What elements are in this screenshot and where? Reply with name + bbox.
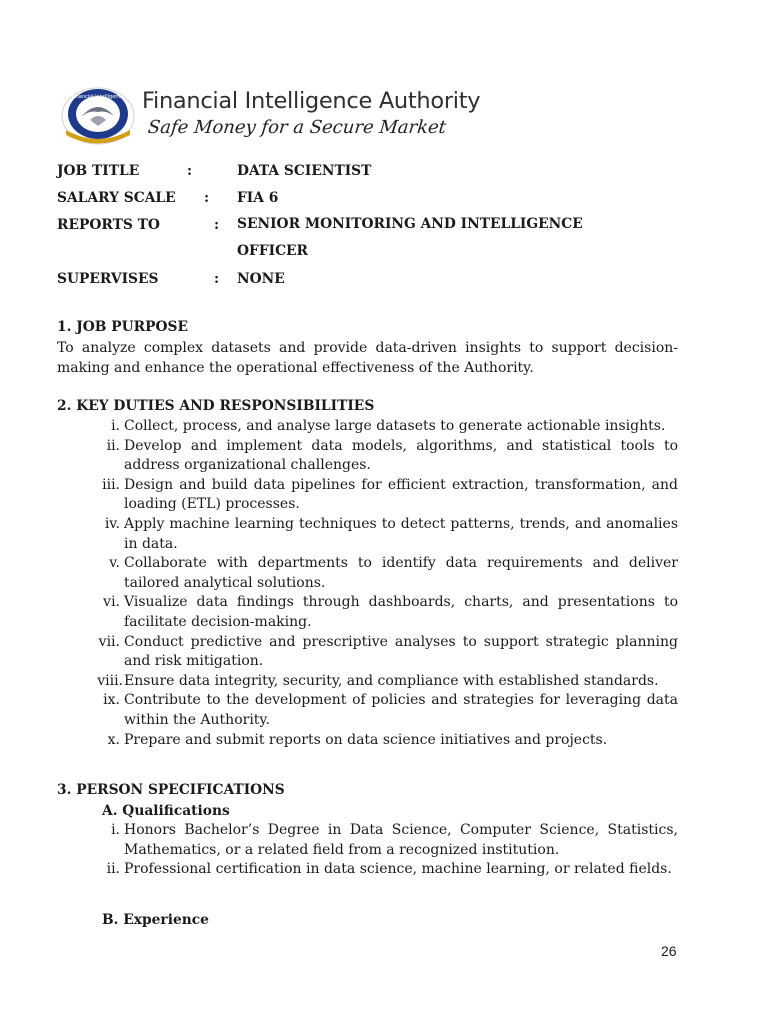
letterhead (60, 86, 680, 148)
section-title-person-specs: 3. PERSON SPECIFICATIONS (57, 782, 285, 798)
organization-name: Financial Intelligence Authority (142, 88, 481, 114)
list-item (57, 437, 678, 476)
info-colon: : (204, 190, 210, 206)
list-item (57, 515, 678, 554)
list-text: Visualize data findings through dashboards, charts, and presentations to facilitate decision-making. (124, 594, 678, 630)
list-text: Collect, process, and analyse large datasets to generate actionable insights. (124, 418, 666, 434)
info-label: SUPERVISES (57, 271, 159, 287)
info-colon: : (187, 163, 193, 179)
duties-list (57, 417, 678, 750)
list-number: iv. (104, 515, 120, 532)
list-item (57, 593, 678, 632)
list-item (57, 417, 678, 437)
list-text: Design and build data pipelines for efficient extraction, transformation, and loading (ETL) processes. (124, 476, 678, 513)
job-info-table (57, 163, 697, 298)
list-number: v. (109, 555, 120, 572)
info-label: JOB TITLE (57, 163, 140, 179)
list-number: vi. (103, 594, 120, 611)
list-item (57, 554, 678, 593)
list-text: Honors Bachelor’s Degree in Data Science, Computer Science, Statistics, Mathematics, or a related field from a recognized institution. (124, 822, 678, 858)
list-number: vii. (98, 633, 120, 650)
list-text: Ensure data integrity, security, and compliance with established standards. (124, 672, 659, 689)
page-number: 26 (661, 943, 677, 959)
info-row-supervises (57, 271, 697, 298)
list-text: Prepare and submit reports on data science initiatives and projects. (124, 731, 608, 748)
list-number: ii. (106, 861, 120, 878)
list-item (57, 672, 678, 692)
list-text: Collaborate with departments to identify data requirements and deliver tailored analytical solutions. (124, 555, 678, 591)
list-number: viii. (97, 672, 123, 689)
list-number: ix. (103, 692, 120, 709)
section-title-job-purpose: 1. JOB PURPOSE (57, 319, 188, 335)
organization-tagline: Safe Money for a Secure Market (146, 117, 448, 138)
list-number: ii. (106, 437, 120, 454)
list-item (57, 691, 678, 730)
list-item (57, 731, 678, 751)
section-title-duties: 2. KEY DUTIES AND RESPONSIBILITIES (57, 398, 375, 414)
subheading-experience: B. Experience (102, 912, 209, 928)
info-label: REPORTS TO (57, 217, 160, 233)
list-item (57, 821, 678, 860)
subheading-qualifications: A. Qualifications (102, 803, 230, 819)
info-row-reports-to (57, 217, 697, 271)
list-number: i. (111, 822, 120, 838)
info-row-job-title (57, 163, 697, 190)
fia-seal-logo (60, 86, 136, 146)
info-colon: : (214, 271, 220, 287)
list-number: x. (107, 731, 120, 748)
list-item (57, 476, 678, 515)
info-value: DATA SCIENTIST (237, 163, 372, 179)
info-value: SENIOR MONITORING AND INTELLIGENCE OFFICER (237, 216, 583, 259)
list-text: Conduct predictive and prescriptive analyses to support strategic planning and risk mitigation. (124, 633, 678, 670)
info-value: FIA 6 (237, 190, 279, 206)
qualifications-list (57, 821, 678, 880)
info-colon: : (214, 217, 220, 233)
list-item (57, 860, 678, 880)
svg-text:Financial Intelligence: Financial Intelligence (71, 94, 125, 100)
list-number: i. (111, 418, 120, 434)
list-text: Professional certification in data science, machine learning, or related fields. (124, 861, 672, 878)
list-number: iii. (102, 476, 120, 493)
job-purpose-text: To analyze complex datasets and provide data-driven insights to support decision-making and enhance the operational effectiveness of the Authority. (57, 340, 678, 376)
list-text: Apply machine learning techniques to detect patterns, trends, and anomalies in data. (124, 515, 678, 552)
list-text: Contribute to the development of policies and strategies for leveraging data within the Authority. (124, 692, 678, 728)
list-text: Develop and implement data models, algorithms, and statistical tools to address organizational challenges. (124, 437, 678, 474)
list-item (57, 633, 678, 672)
svg-text:Authority: Authority (87, 133, 109, 138)
info-label: SALARY SCALE (57, 190, 176, 206)
info-value: NONE (237, 271, 285, 287)
